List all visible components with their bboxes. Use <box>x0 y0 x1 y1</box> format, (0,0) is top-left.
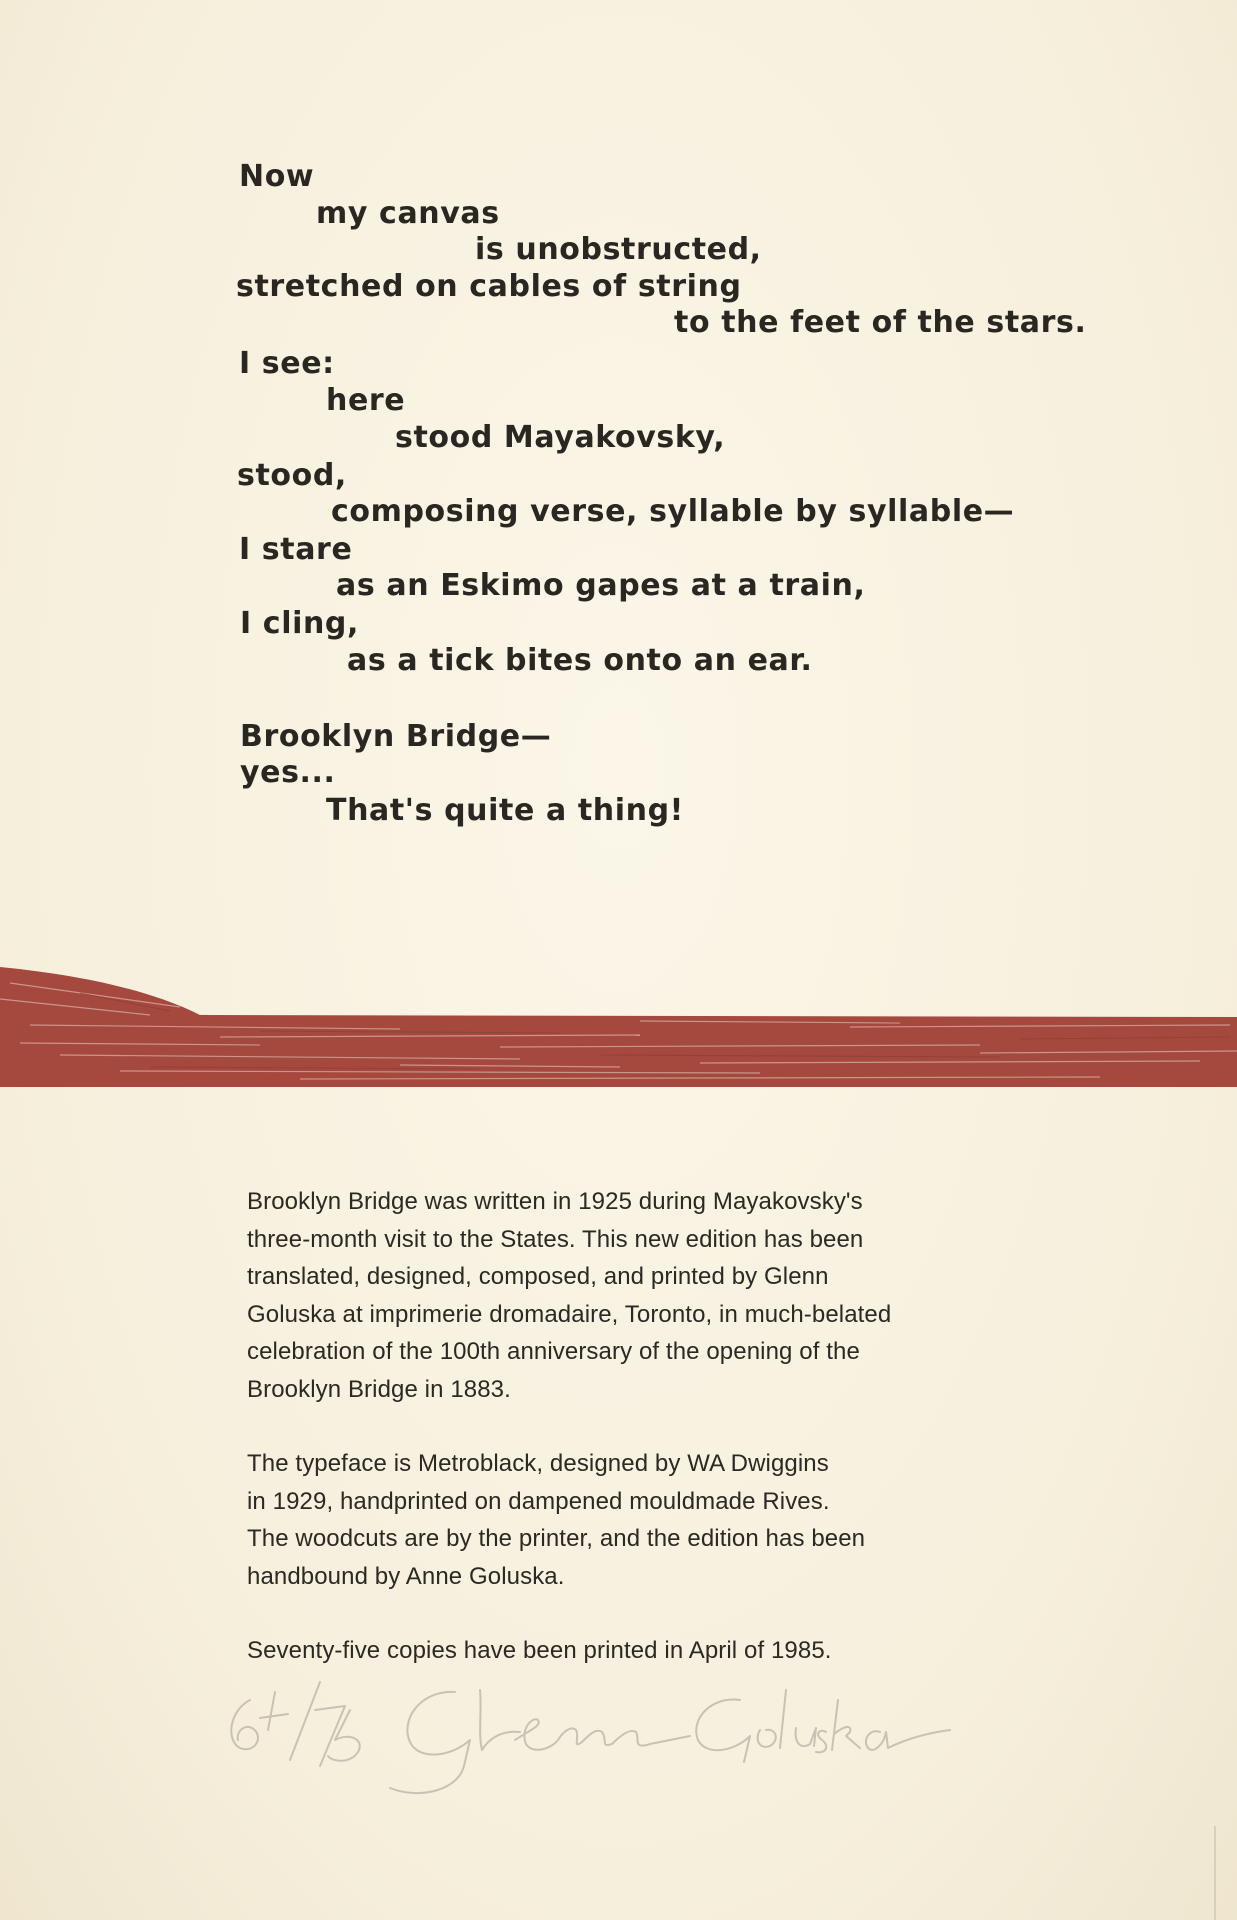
poem-line: That's quite a thing! <box>326 793 684 828</box>
poem-line: as a tick bites onto an ear. <box>347 643 813 678</box>
colophon-paragraph-3 <box>247 1632 1027 1670</box>
colophon-line: handbound by Anne Goluska. <box>247 1562 565 1590</box>
poem-line: yes... <box>240 755 336 790</box>
poem-line: I cling, <box>240 606 359 641</box>
poem-line: to the feet of the stars. <box>674 305 1087 340</box>
colophon-line: Seventy-five copies have been printed in April of 1985. <box>247 1637 832 1664</box>
colophon <box>247 1183 1027 1670</box>
colophon-line: three-month visit to the States. This new edition has been <box>247 1225 864 1253</box>
colophon-line: celebration of the 100th anniversary of the opening of the <box>247 1338 860 1365</box>
colophon-paragraph-2 <box>247 1445 1027 1595</box>
poem-line: composing verse, syllable by syllable— <box>331 494 1015 529</box>
poem-line: Brooklyn Bridge— <box>240 719 552 754</box>
colophon-line: Goluska at imprimerie dromadaire, Toronto, in much-belated <box>247 1300 892 1328</box>
colophon-line: The typeface is Metroblack, designed by WA Dwiggins <box>247 1450 829 1477</box>
paragraph-gap <box>247 1595 1027 1632</box>
colophon-line: in 1929, handprinted on dampened mouldmade Rives. <box>247 1487 830 1515</box>
poem-line: my canvas <box>316 196 500 231</box>
poem-line: Now <box>239 159 315 194</box>
colophon-line: Brooklyn Bridge in 1883. <box>247 1375 511 1403</box>
poem-line: stood, <box>237 458 347 493</box>
colophon-line: translated, designed, composed, and printed by Glenn <box>247 1263 829 1290</box>
colophon-paragraph-1 <box>247 1183 1027 1408</box>
paragraph-gap <box>247 1408 1027 1445</box>
colophon-line: Brooklyn Bridge was written in 1925 during Mayakovsky's <box>247 1188 863 1215</box>
poem-line: stretched on cables of string <box>236 269 742 304</box>
page-edge-mark <box>1214 1826 1216 1920</box>
poem-line: stood Mayakovsky, <box>395 420 726 455</box>
poem-line: is unobstructed, <box>475 232 762 267</box>
poem-line: I see: <box>239 346 335 381</box>
poem-line: I stare <box>239 532 353 567</box>
colophon-line: The woodcuts are by the printer, and the edition has been <box>247 1525 866 1552</box>
pencil-signature <box>220 1670 980 1810</box>
poem-line: as an Eskimo gapes at a train, <box>336 568 866 603</box>
woodcut-bridge-band <box>0 955 1237 1105</box>
poem-line: here <box>326 383 406 418</box>
